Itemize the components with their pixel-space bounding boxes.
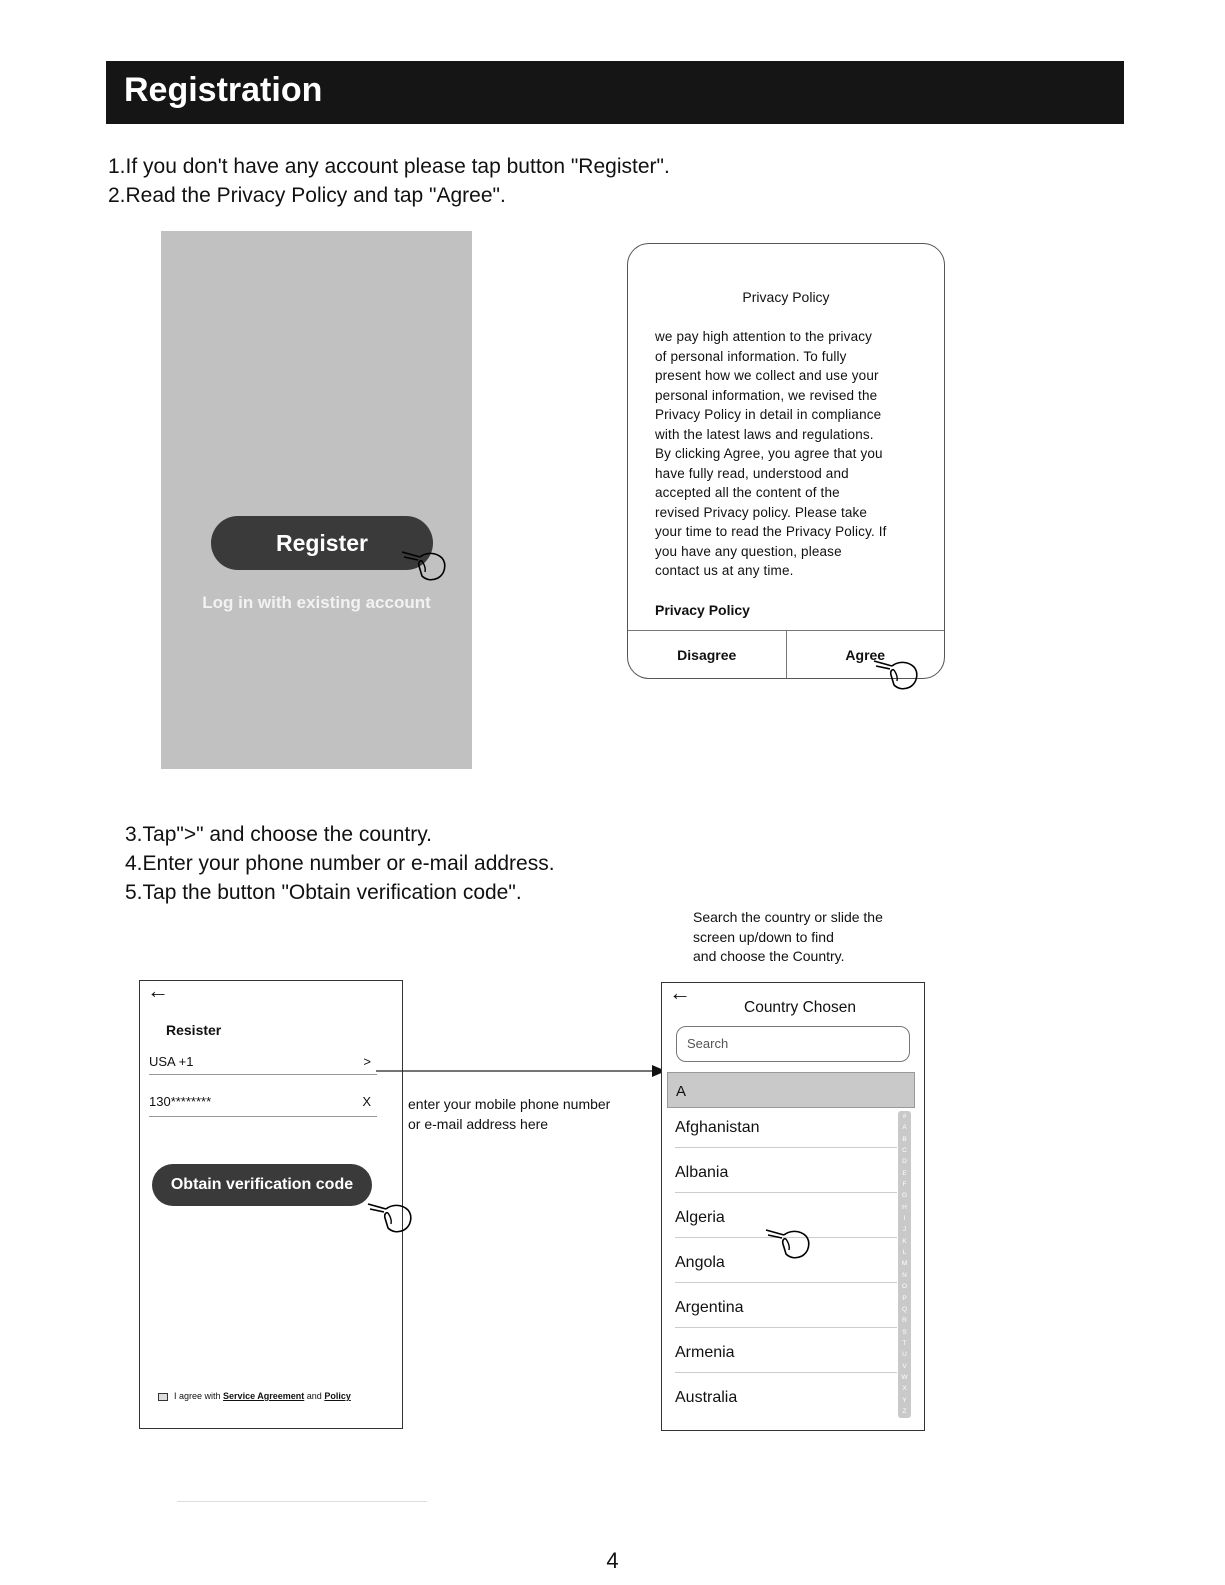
country-item[interactable]: Argentina — [675, 1299, 897, 1328]
index-letter[interactable]: W — [901, 1373, 908, 1381]
faint-divider — [177, 1501, 427, 1502]
agree-prefix: I agree with — [174, 1391, 221, 1401]
body-line: we pay high attention to the privacy — [655, 329, 873, 344]
index-letter[interactable]: R — [902, 1317, 907, 1325]
index-letter[interactable]: D — [902, 1158, 907, 1166]
country-selector[interactable] — [149, 1054, 377, 1075]
country-item[interactable]: Angola — [675, 1254, 897, 1283]
note-line: screen up/down to find — [693, 928, 834, 945]
country-item[interactable]: Armenia — [675, 1344, 897, 1373]
register-button[interactable]: Register — [211, 516, 433, 570]
dialog-body — [655, 327, 927, 581]
welcome-screen-mockup — [161, 231, 472, 769]
phone-input[interactable] — [149, 1094, 377, 1117]
login-existing-account-link[interactable]: Log in with existing account — [202, 593, 431, 612]
register-screen-mockup — [139, 980, 403, 1429]
country-chooser-mockup — [661, 982, 925, 1431]
index-letter[interactable]: F — [902, 1181, 907, 1189]
chevron-right-icon[interactable]: > — [363, 1054, 371, 1069]
section-title: Registration — [124, 71, 323, 109]
alphabet-index-scrollbar[interactable] — [898, 1111, 911, 1418]
section-header-a — [667, 1072, 915, 1108]
index-letter[interactable]: H — [902, 1203, 907, 1211]
index-letter[interactable]: S — [902, 1328, 907, 1336]
body-line: Privacy Policy in detail in compliance — [655, 407, 882, 422]
body-line: your time to read the Privacy Policy. If — [655, 524, 887, 539]
body-line: present how we collect and use your — [655, 368, 879, 383]
index-letter[interactable]: J — [902, 1226, 907, 1234]
step-1-text: 1.If you don't have any account please tap button "Register". — [108, 155, 670, 178]
privacy-policy-link[interactable]: Privacy Policy — [655, 602, 750, 618]
note-line: enter your mobile phone number — [408, 1096, 611, 1112]
body-line: of personal information. To fully — [655, 348, 847, 364]
agree-button[interactable]: Agree — [845, 647, 886, 663]
privacy-policy-dialog — [627, 243, 945, 679]
phone-instruction-note — [408, 1095, 610, 1134]
index-letter[interactable]: X — [902, 1385, 907, 1393]
service-agreement-link[interactable]: Service Agreement — [223, 1391, 305, 1401]
country-instruction-note — [693, 908, 883, 967]
index-letter[interactable]: B — [902, 1135, 907, 1143]
step-2-text: 2.Read the Privacy Policy and tap "Agree". — [108, 184, 506, 207]
agree-checkbox[interactable] — [158, 1393, 168, 1401]
country-value: USA +1 — [149, 1054, 194, 1069]
index-letter[interactable]: # — [902, 1113, 907, 1120]
country-item[interactable]: Algeria — [675, 1209, 897, 1238]
disagree-button[interactable]: Disagree — [628, 631, 787, 679]
body-line: revised Privacy policy. Please take — [655, 504, 868, 520]
page-number: 4 — [606, 1548, 619, 1573]
step-3-text: 3.Tap">" and choose the country. — [125, 823, 432, 846]
index-letter[interactable]: M — [901, 1260, 908, 1268]
index-letter[interactable]: Y — [902, 1396, 907, 1404]
phone-value: 130******** — [149, 1094, 212, 1109]
country-item[interactable]: Afghanistan — [675, 1119, 897, 1148]
note-line: and choose the Country. — [693, 948, 845, 964]
body-line: have fully read, understood and — [655, 465, 849, 481]
tap-hand-icon — [366, 1200, 416, 1236]
body-line: accepted all the content of the — [655, 485, 840, 500]
body-line: personal information, we revised the — [655, 387, 878, 403]
back-arrow-icon[interactable]: ← — [669, 982, 691, 1005]
index-letter[interactable]: C — [902, 1147, 907, 1155]
country-item[interactable]: Albania — [675, 1164, 897, 1193]
dialog-title: Privacy Policy — [742, 289, 830, 305]
index-letter[interactable]: P — [902, 1294, 907, 1302]
search-placeholder: Search — [687, 1036, 729, 1051]
connector-arrow-icon — [376, 1063, 666, 1079]
index-letter[interactable]: L — [902, 1249, 907, 1257]
section-letter: A — [676, 1083, 687, 1100]
body-line: contact us at any time. — [655, 563, 794, 578]
index-letter[interactable]: V — [902, 1362, 907, 1370]
body-line: you have any question, please — [655, 543, 842, 559]
agreement-row — [158, 1391, 351, 1401]
index-letter[interactable]: U — [902, 1351, 907, 1359]
step-4-text: 4.Enter your phone number or e-mail address. — [125, 852, 555, 875]
screen-title: Resister — [166, 1022, 222, 1038]
tap-hand-icon — [872, 657, 922, 693]
index-letter[interactable]: T — [902, 1339, 907, 1347]
back-arrow-icon[interactable]: ← — [147, 978, 169, 1003]
clear-icon[interactable]: X — [362, 1094, 371, 1109]
index-letter[interactable]: I — [903, 1215, 906, 1223]
index-letter[interactable]: E — [902, 1169, 907, 1177]
country-item[interactable]: Australia — [675, 1389, 738, 1406]
section-header-bar — [106, 61, 1124, 124]
tap-hand-icon — [400, 548, 450, 584]
policy-link[interactable]: Policy — [324, 1391, 351, 1401]
and-text: and — [306, 1391, 322, 1401]
search-input[interactable] — [676, 1026, 910, 1062]
index-letter[interactable]: G — [901, 1192, 908, 1200]
index-letter[interactable]: A — [902, 1124, 907, 1132]
note-line: or e-mail address here — [408, 1115, 549, 1132]
index-letter[interactable]: K — [902, 1237, 907, 1245]
step-5-text: 5.Tap the button "Obtain verification code". — [125, 881, 522, 904]
index-letter[interactable]: Z — [902, 1407, 907, 1415]
note-line: Search the country or slide the — [693, 909, 883, 925]
screen-title: Country Chosen — [744, 999, 857, 1016]
index-letter[interactable]: Q — [901, 1305, 908, 1313]
body-line: By clicking Agree, you agree that you — [655, 446, 883, 461]
tap-hand-icon — [764, 1226, 814, 1262]
index-letter[interactable]: O — [901, 1283, 908, 1291]
body-line: with the latest laws and regulations. — [655, 426, 874, 442]
index-letter[interactable]: N — [902, 1271, 907, 1279]
obtain-verification-code-button[interactable]: Obtain verification code — [152, 1164, 372, 1206]
